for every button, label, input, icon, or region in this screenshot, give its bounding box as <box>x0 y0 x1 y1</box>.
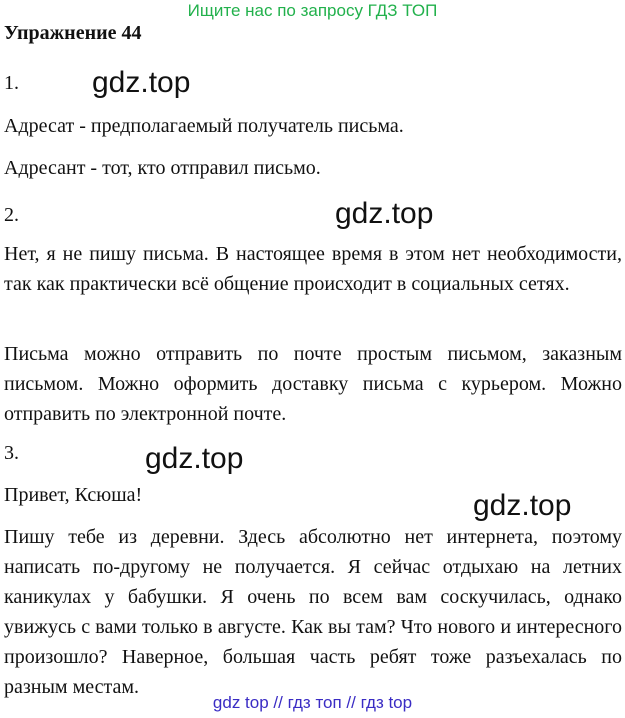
watermark: gdz.top <box>145 442 244 475</box>
watermark: gdz.top <box>473 489 572 522</box>
section-1-paragraph-1: Адресат - предполагаемый получатель письма. <box>4 115 404 137</box>
section-number-2: 2. <box>4 204 19 226</box>
section-1-paragraph-2: Адресант - тот, кто отправил письмо. <box>4 157 321 179</box>
footer-watermark: gdz top // гдз топ // гдз top <box>212 693 413 712</box>
letter-body: Пишу тебе из деревни. Здесь абсолютно нет интернета, поэтому написать по-другому не получается. Я сейчас отдыхаю на летних каникулах у бабушки. Я очень по всем вам соскучилась, однако увижусь с вами только в августе. Как вы там? Что нового и интересного произошло? Наверное, большая часть ребят тоже разъехалась по разным местам. <box>4 526 622 698</box>
watermark: gdz.top <box>92 66 191 99</box>
section-number-1: 1. <box>4 72 19 94</box>
greeting-line: Привет, Ксюша! <box>4 484 143 506</box>
section-2-paragraph-1: Нет, я не пишу письма. В настоящее время в этом нет необходимости, так как практически всё общение происходит в социальных сетях. <box>4 243 622 295</box>
section-2-paragraph-2: Письма можно отправить по почте простым письмом, заказным письмом. Можно оформить доставку письма с курьером. Можно отправить по электронной почте. <box>4 343 622 425</box>
watermark: gdz.top <box>335 197 434 230</box>
section-number-3: 3. <box>4 442 19 464</box>
exercise-title: Упражнение 44 <box>4 22 142 44</box>
promo-banner: Ищите нас по запросу ГДЗ ТОП <box>187 1 438 20</box>
